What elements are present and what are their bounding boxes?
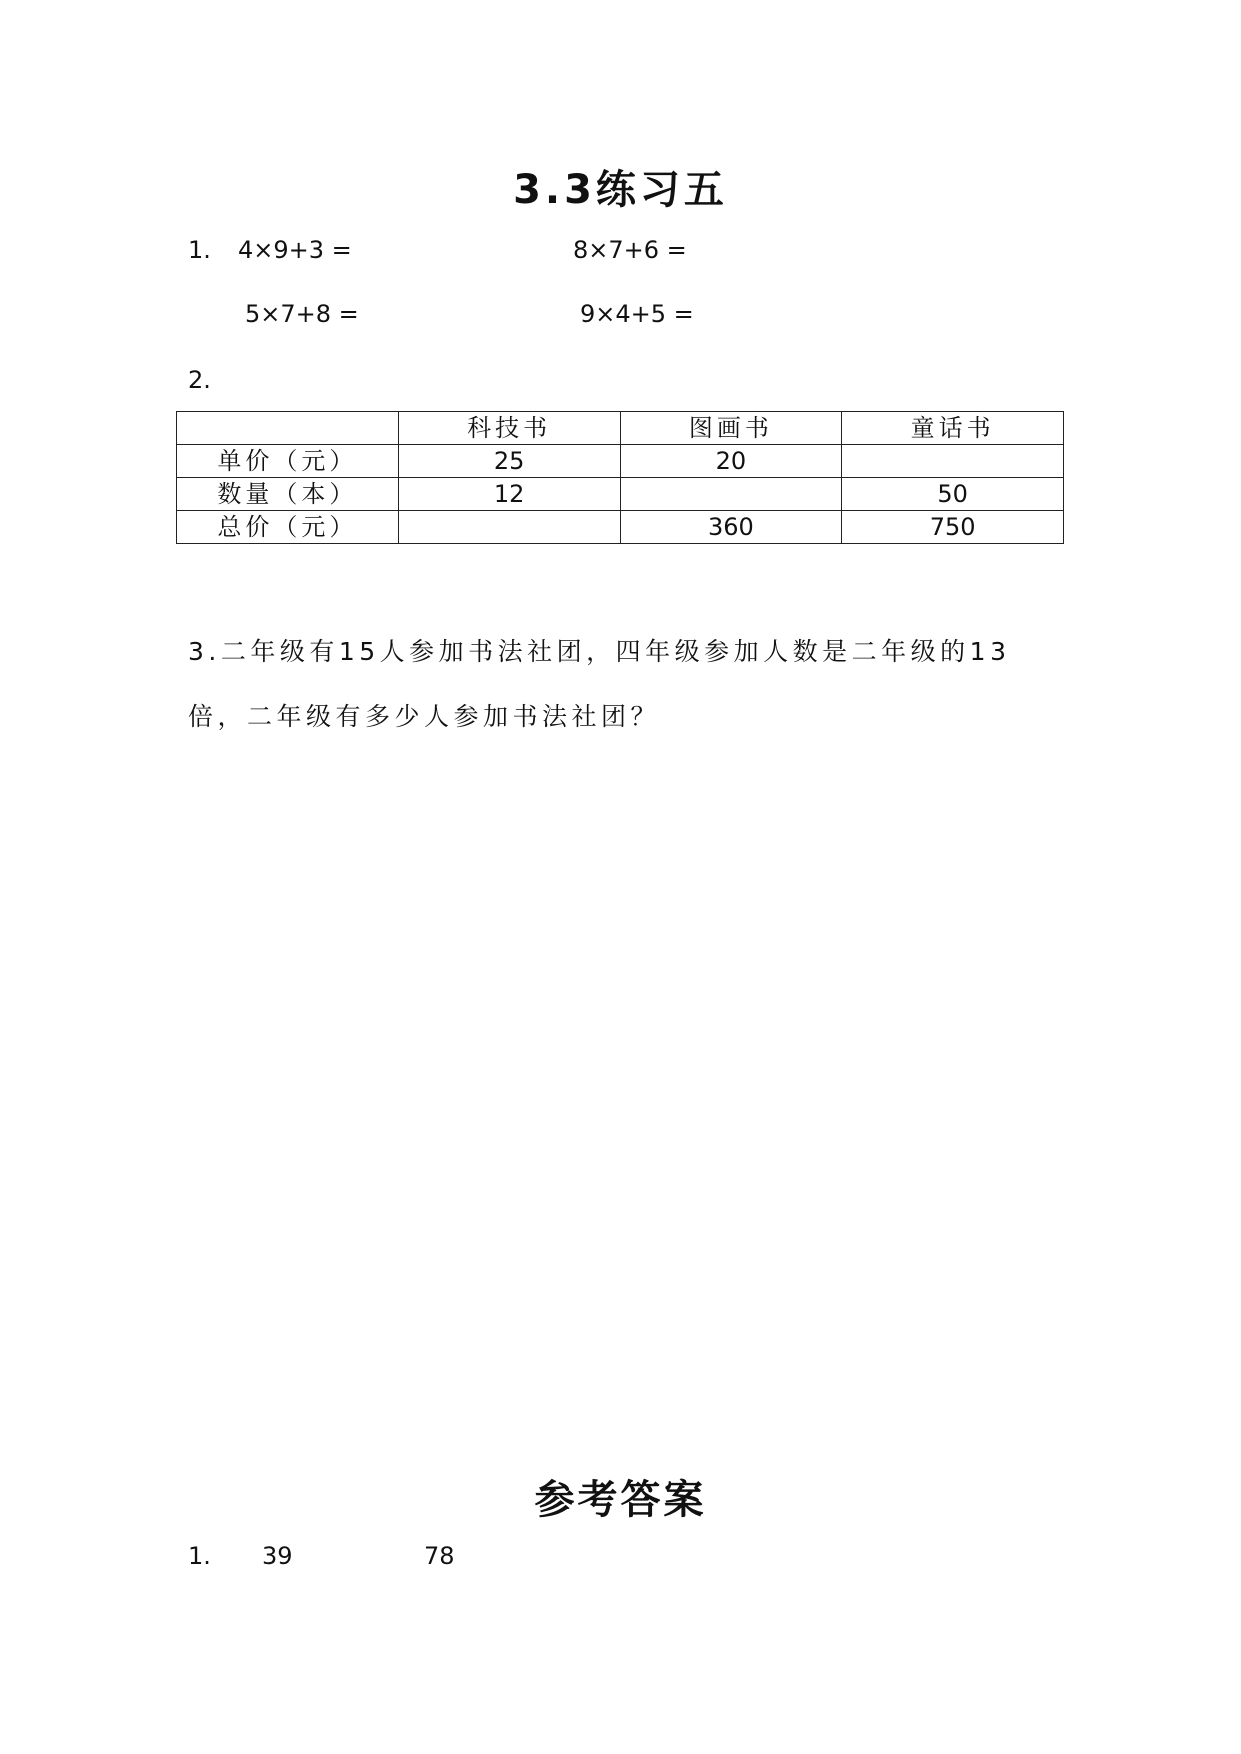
table-header-cell	[177, 412, 399, 445]
table-cell: 750	[842, 511, 1064, 544]
table-header-cell: 科技书	[398, 412, 620, 445]
question-2-number: 2.	[188, 366, 211, 394]
table-cell: 25	[398, 445, 620, 478]
table-row	[177, 445, 1064, 478]
table-row	[177, 511, 1064, 544]
answer-value: 39	[262, 1542, 293, 1570]
table-cell: 20	[620, 445, 842, 478]
equation-3: 5×7+8 =	[245, 300, 359, 328]
table-cell: 12	[398, 478, 620, 511]
table-row-label: 单价（元）	[177, 445, 399, 478]
table-header-row	[177, 412, 1064, 445]
table-cell	[842, 445, 1064, 478]
table-cell	[398, 511, 620, 544]
equation-2: 8×7+6 =	[573, 236, 687, 264]
table-row-label: 总价（元）	[177, 511, 399, 544]
answers-title: 参考答案	[534, 1476, 707, 1523]
table-header-cell: 图画书	[620, 412, 842, 445]
answer-1-number: 1.	[188, 1542, 211, 1570]
table-cell: 360	[620, 511, 842, 544]
price-table	[176, 411, 1064, 544]
question-3-line-2: 倍，二年级有多少人参加书法社团？	[188, 702, 661, 731]
table-row-label: 数量（本）	[177, 478, 399, 511]
page-title: 3.3练习五	[513, 167, 728, 213]
table-cell	[620, 478, 842, 511]
question-1-number: 1.	[188, 236, 211, 264]
table-row	[177, 478, 1064, 511]
equation-4: 9×4+5 =	[580, 300, 694, 328]
question-3-line-1: 3.二年级有15人参加书法社团，四年级参加人数是二年级的13	[188, 637, 1011, 666]
table-header-cell: 童话书	[842, 412, 1064, 445]
answer-value: 78	[424, 1542, 455, 1570]
table-cell: 50	[842, 478, 1064, 511]
equation-1: 4×9+3 =	[238, 236, 352, 264]
